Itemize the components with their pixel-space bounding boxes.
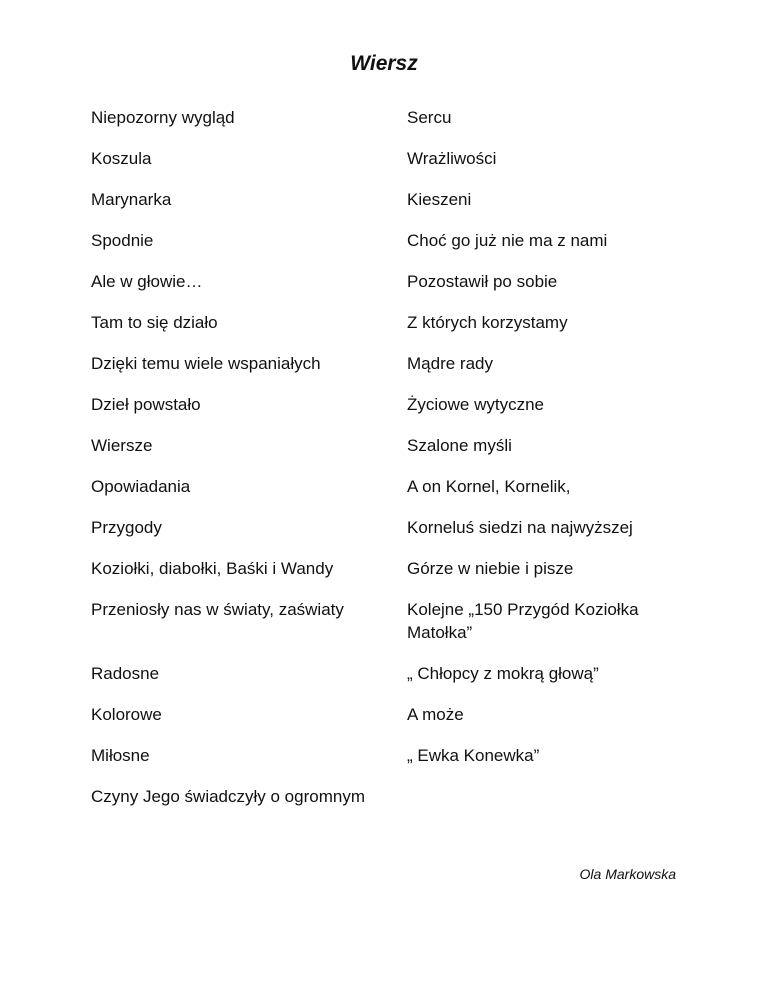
line-left: Koszula [91,149,152,168]
line-left: Wiersze [91,436,153,455]
line-right: Szalone myśli [407,436,512,455]
line-right: Wrażliwości [407,149,497,168]
line-right: A on Kornel, Kornelik, [407,477,571,496]
line-right: A może [407,705,464,724]
poem-body [91,106,691,826]
line-left: Tam to się działo [91,313,218,332]
line-right: Mądre rady [407,354,493,373]
line-left: Marynarka [91,190,172,209]
line-left: Niepozorny wygląd [91,108,235,127]
poem-row [91,352,691,375]
line-right: Pozostawił po sobie [407,272,558,291]
line-left: Dzieł powstało [91,395,201,414]
line-right: Korneluś siedzi na najwyższej [407,518,633,537]
poem-row [91,744,691,767]
line-left: Przygody [91,518,162,537]
line-left: Przeniosły nas w światy, zaświaty [91,600,344,619]
poem-row [91,475,691,498]
poem-row [91,147,691,170]
line-left: Kolorowe [91,705,162,724]
line-left: Spodnie [91,231,154,250]
line-right: Kieszeni [407,190,472,209]
line-left: Czyny Jego świadczyły o ogromnym [91,787,365,806]
poem-row [91,516,691,539]
poem-row [91,229,691,252]
author-signature: Ola Markowska [579,866,676,882]
line-right: Sercu [407,108,452,127]
line-left: Miłosne [91,746,150,765]
poem-row [91,270,691,293]
line-right: Górze w niebie i pisze [407,559,574,578]
line-left: Dzięki temu wiele wspaniałych [91,354,321,373]
line-right: Życiowe wytyczne [407,395,544,414]
line-left: Radosne [91,664,160,683]
poem-row [91,662,691,685]
line-right: Z których korzystamy [407,313,568,332]
poem-row [91,106,691,129]
line-right: „ Chłopcy z mokrą głową” [407,664,599,683]
poem-row [91,311,691,334]
line-left: Opowiadania [91,477,191,496]
line-left: Ale w głowie… [91,272,203,291]
poem-title: Wiersz [350,52,418,75]
poem-row [91,393,691,416]
poem-row [91,434,691,457]
poem-row [91,598,691,644]
line-right: Kolejne „150 Przygód Koziołka Matołka” [407,600,639,642]
poem-row [91,557,691,580]
poem-row [91,188,691,211]
poem-row [91,703,691,726]
line-right: „ Ewka Konewka” [407,746,540,765]
poem-row [91,785,691,808]
line-right: Choć go już nie ma z nami [407,231,608,250]
line-left: Koziołki, diabołki, Baśki i Wandy [91,559,334,578]
